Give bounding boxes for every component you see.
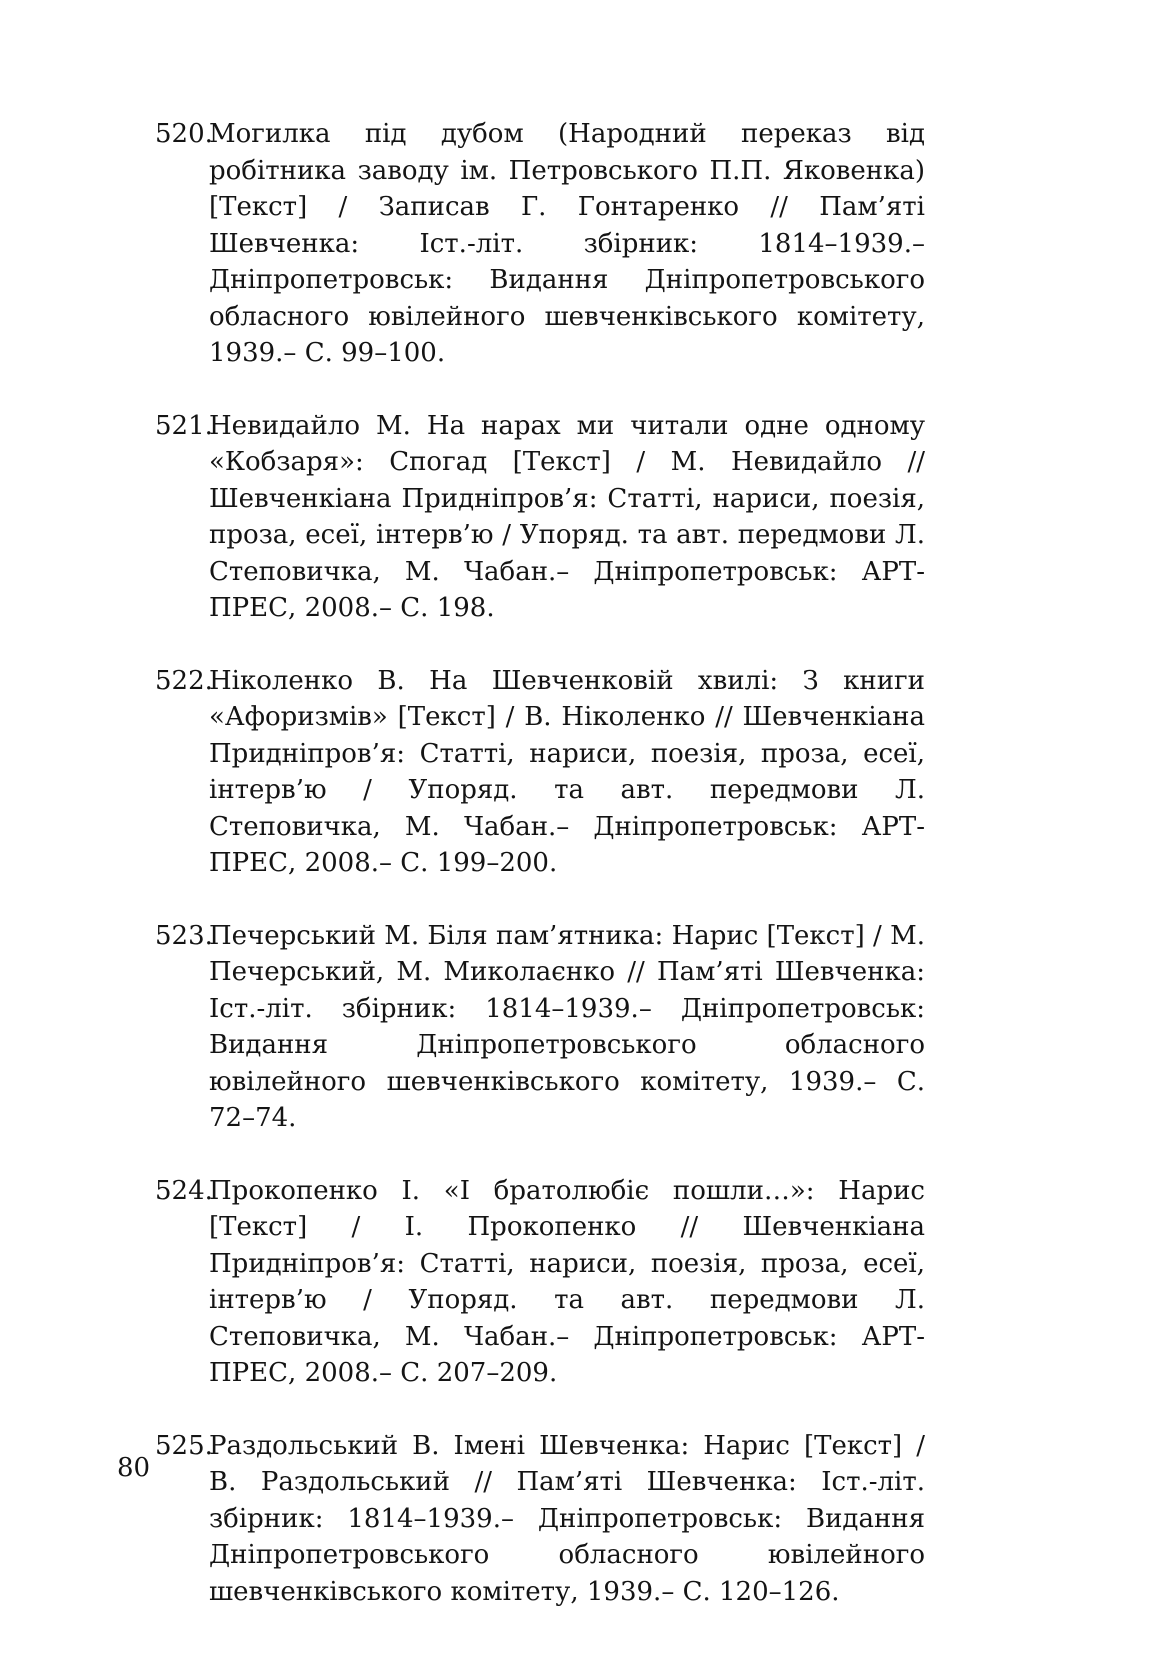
entry-number: 520. <box>155 119 213 149</box>
entry-text: Невидайло М. На нарах ми читали одне одному «Кобзаря»: Спогад [Текст] / М. Невидайло // Шевченкіана Придніпров’я: Статті, нариси, поезія, проза, есеї, інтерв’ю / Упоряд. та авт. передмови Л. Степовичка, М. Чабан.– Дніпропетровськ: АРТ-ПРЕС, 2008.– С. 198. <box>209 410 925 623</box>
bibliography-list <box>155 116 925 1646</box>
bibliography-entry-523 <box>155 918 925 1137</box>
entry-text: Ніколенко В. На Шевченковій хвилі: З книги «Афоризмів» [Текст] / В. Ніколенко // Шевченкіана Придніпров’я: Статті, нариси, поезія, проза, есеї, інтерв’ю / Упоряд. та авт. передмови Л. Степовичка, М. Чабан.– Дніпропетровськ: АРТ-ПРЕС, 2008.– С. 199–200. <box>209 665 925 878</box>
entry-text: Печерський М. Біля пам’ятника: Нарис [Текст] / М. Печерський, М. Миколаєнко // Пам’яті Шевченка: Іст.-літ. збірник: 1814–1939.– Дніпропетровськ: Видання Дніпропетровського обласного ювілейного шевченківського комітету, 1939.– С. 72–74. <box>209 920 925 1133</box>
bibliography-entry-522 <box>155 663 925 882</box>
entry-number: 521. <box>155 410 213 441</box>
entry-number: 525. <box>155 1430 213 1461</box>
entry-number: 522. <box>155 665 213 696</box>
bibliography-entry-521 <box>155 408 925 627</box>
bibliography-entry-525 <box>155 1428 925 1611</box>
entry-number: 524. <box>155 1175 213 1206</box>
entry-number: 523. <box>155 920 213 951</box>
entry-text: Прокопенко І. «І братолюбіє пошли…»: Нарис [Текст] / І. Прокопенко // Шевченкіана Придніпров’я: Статті, нариси, поезія, проза, есеї, інтерв’ю / Упоряд. та авт. передмови Л. Степовичка, М. Чабан.– Дніпропетровськ: АРТ-ПРЕС, 2008.– С. 207–209. <box>209 1175 925 1388</box>
entry-text: Раздольський В. Імені Шевченка: Нарис [Текст] / В. Раздольський // Пам’яті Шевченка: Іст.-літ. збірник: 1814–1939.– Дніпропетровськ: Видання Дніпропетровського обласного ювілейного шевченківського комітету, 1939.– С. 120–126. <box>209 1430 925 1607</box>
bibliography-entry-520 <box>155 116 925 372</box>
entry-text: Могилка під дубом (Народний переказ від робітника заводу ім. Петровського П.П. Яковенка) [Текст] / Записав Г. Гонтаренко // Пам’яті Шевченка: Іст.-літ. збірник: 1814–1939.– Дніпропетровськ: Видання Дніпропетровського обласного ювілейного шевченківського комітету, 1939.– С. 99–100. <box>209 119 925 368</box>
page-number: 80 <box>117 1453 151 1483</box>
bibliography-entry-524 <box>155 1173 925 1392</box>
